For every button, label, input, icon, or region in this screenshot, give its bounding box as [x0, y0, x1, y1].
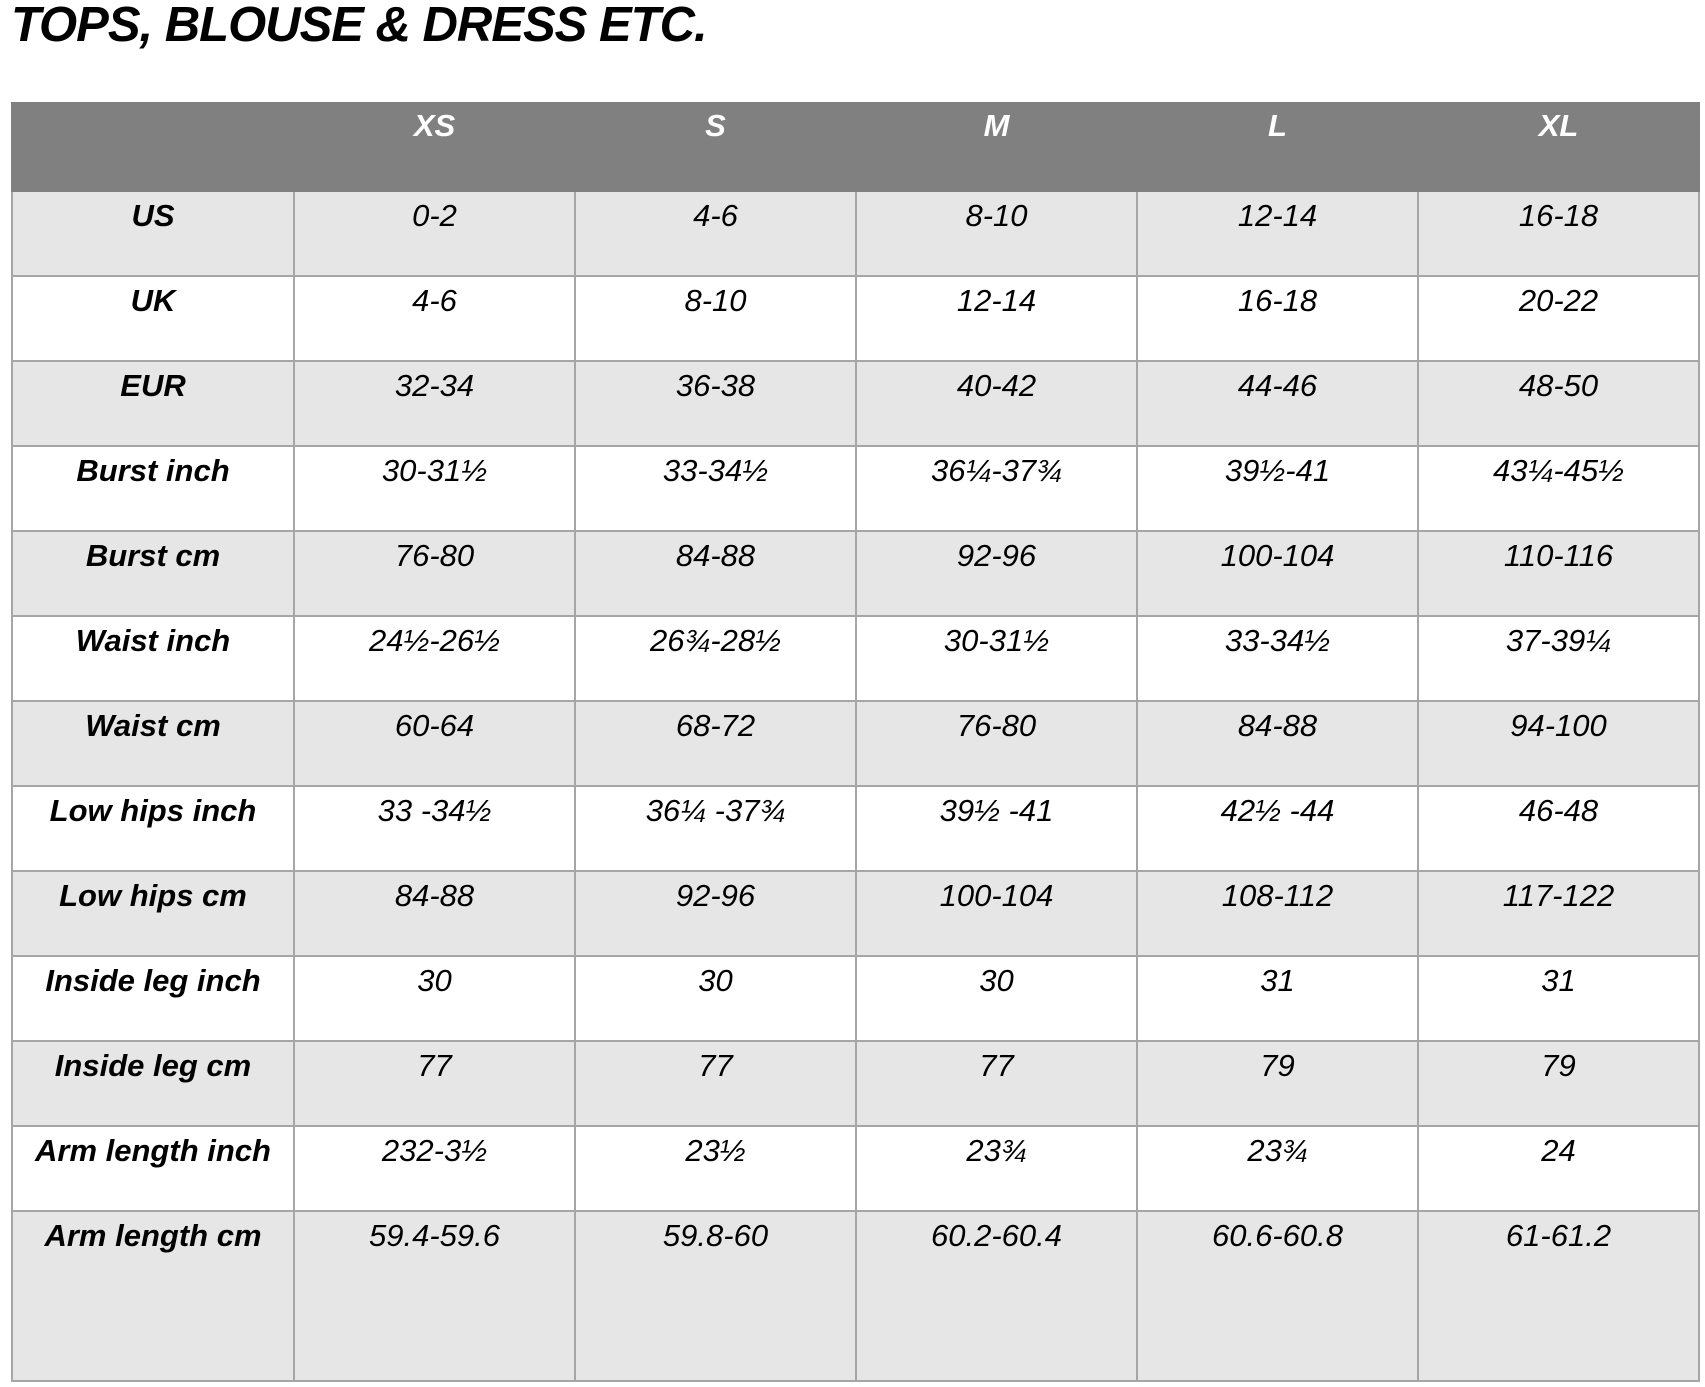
table-row	[12, 531, 1699, 616]
size-value-cell: 76-80	[294, 531, 575, 616]
row-label: Waist cm	[12, 701, 294, 786]
row-label: EUR	[12, 361, 294, 446]
size-value-cell: 44-46	[1137, 361, 1418, 446]
size-value-cell: 20-22	[1418, 276, 1699, 361]
row-label: Burst cm	[12, 531, 294, 616]
size-value-cell: 84-88	[294, 871, 575, 956]
size-value-cell: 108-112	[1137, 871, 1418, 956]
size-value-cell: 84-88	[575, 531, 856, 616]
row-label: Arm length inch	[12, 1126, 294, 1211]
table-row	[12, 616, 1699, 701]
table-row	[12, 956, 1699, 1041]
size-value-cell: 100-104	[856, 871, 1137, 956]
size-value-cell: 42½ -44	[1137, 786, 1418, 871]
size-header-m: M	[856, 103, 1137, 191]
size-chart-table	[11, 102, 1700, 1382]
size-value-cell: 31	[1418, 956, 1699, 1041]
table-row	[12, 361, 1699, 446]
size-value-cell: 39½-41	[1137, 446, 1418, 531]
table-row	[12, 701, 1699, 786]
table-row	[12, 871, 1699, 956]
size-value-cell: 30-31½	[856, 616, 1137, 701]
size-value-cell: 30-31½	[294, 446, 575, 531]
size-value-cell: 79	[1137, 1041, 1418, 1126]
size-value-cell: 16-18	[1137, 276, 1418, 361]
size-header-s: S	[575, 103, 856, 191]
size-table-body	[12, 191, 1699, 1381]
size-value-cell: 94-100	[1418, 701, 1699, 786]
size-value-cell: 60.6-60.8	[1137, 1211, 1418, 1381]
size-value-cell: 23¾	[1137, 1126, 1418, 1211]
size-value-cell: 4-6	[575, 191, 856, 276]
size-value-cell: 30	[294, 956, 575, 1041]
row-label: Low hips cm	[12, 871, 294, 956]
table-row	[12, 786, 1699, 871]
size-value-cell: 100-104	[1137, 531, 1418, 616]
size-value-cell: 61-61.2	[1418, 1211, 1699, 1381]
size-value-cell: 33-34½	[1137, 616, 1418, 701]
size-value-cell: 39½ -41	[856, 786, 1137, 871]
size-value-cell: 16-18	[1418, 191, 1699, 276]
table-row	[12, 1211, 1699, 1381]
size-header-xl: XL	[1418, 103, 1699, 191]
size-value-cell: 12-14	[856, 276, 1137, 361]
size-value-cell: 68-72	[575, 701, 856, 786]
row-label: Burst inch	[12, 446, 294, 531]
size-value-cell: 30	[856, 956, 1137, 1041]
size-value-cell: 12-14	[1137, 191, 1418, 276]
size-value-cell: 77	[294, 1041, 575, 1126]
size-value-cell: 84-88	[1137, 701, 1418, 786]
row-label: Inside leg inch	[12, 956, 294, 1041]
row-label: Low hips inch	[12, 786, 294, 871]
size-value-cell: 232-3½	[294, 1126, 575, 1211]
size-value-cell: 60.2-60.4	[856, 1211, 1137, 1381]
size-value-cell: 92-96	[856, 531, 1137, 616]
row-label: Arm length cm	[12, 1211, 294, 1381]
table-row	[12, 1126, 1699, 1211]
size-header-l: L	[1137, 103, 1418, 191]
size-value-cell: 60-64	[294, 701, 575, 786]
size-value-cell: 76-80	[856, 701, 1137, 786]
size-value-cell: 24½-26½	[294, 616, 575, 701]
table-row	[12, 276, 1699, 361]
size-value-cell: 36¼-37¾	[856, 446, 1137, 531]
size-value-cell: 43¼-45½	[1418, 446, 1699, 531]
size-value-cell: 23¾	[856, 1126, 1137, 1211]
row-label: US	[12, 191, 294, 276]
table-row	[12, 1041, 1699, 1126]
size-value-cell: 79	[1418, 1041, 1699, 1126]
row-label: Waist inch	[12, 616, 294, 701]
size-value-cell: 117-122	[1418, 871, 1699, 956]
size-value-cell: 37-39¼	[1418, 616, 1699, 701]
size-value-cell: 31	[1137, 956, 1418, 1041]
header-corner-cell	[12, 103, 294, 191]
row-label: Inside leg cm	[12, 1041, 294, 1126]
size-value-cell: 59.8-60	[575, 1211, 856, 1381]
size-value-cell: 77	[575, 1041, 856, 1126]
size-value-cell: 110-116	[1418, 531, 1699, 616]
size-value-cell: 92-96	[575, 871, 856, 956]
size-value-cell: 32-34	[294, 361, 575, 446]
size-header-row	[12, 103, 1699, 191]
size-value-cell: 33 -34½	[294, 786, 575, 871]
table-row	[12, 191, 1699, 276]
size-value-cell: 46-48	[1418, 786, 1699, 871]
size-header-xs: XS	[294, 103, 575, 191]
size-value-cell: 36¼ -37¾	[575, 786, 856, 871]
page-title: TOPS, BLOUSE & DRESS ETC.	[11, 0, 707, 52]
size-value-cell: 40-42	[856, 361, 1137, 446]
size-value-cell: 23½	[575, 1126, 856, 1211]
size-value-cell: 26¾-28½	[575, 616, 856, 701]
size-value-cell: 48-50	[1418, 361, 1699, 446]
size-value-cell: 36-38	[575, 361, 856, 446]
size-value-cell: 24	[1418, 1126, 1699, 1211]
size-value-cell: 77	[856, 1041, 1137, 1126]
size-value-cell: 8-10	[856, 191, 1137, 276]
size-value-cell: 0-2	[294, 191, 575, 276]
size-value-cell: 33-34½	[575, 446, 856, 531]
size-value-cell: 8-10	[575, 276, 856, 361]
size-value-cell: 4-6	[294, 276, 575, 361]
size-value-cell: 59.4-59.6	[294, 1211, 575, 1381]
size-value-cell: 30	[575, 956, 856, 1041]
table-row	[12, 446, 1699, 531]
row-label: UK	[12, 276, 294, 361]
